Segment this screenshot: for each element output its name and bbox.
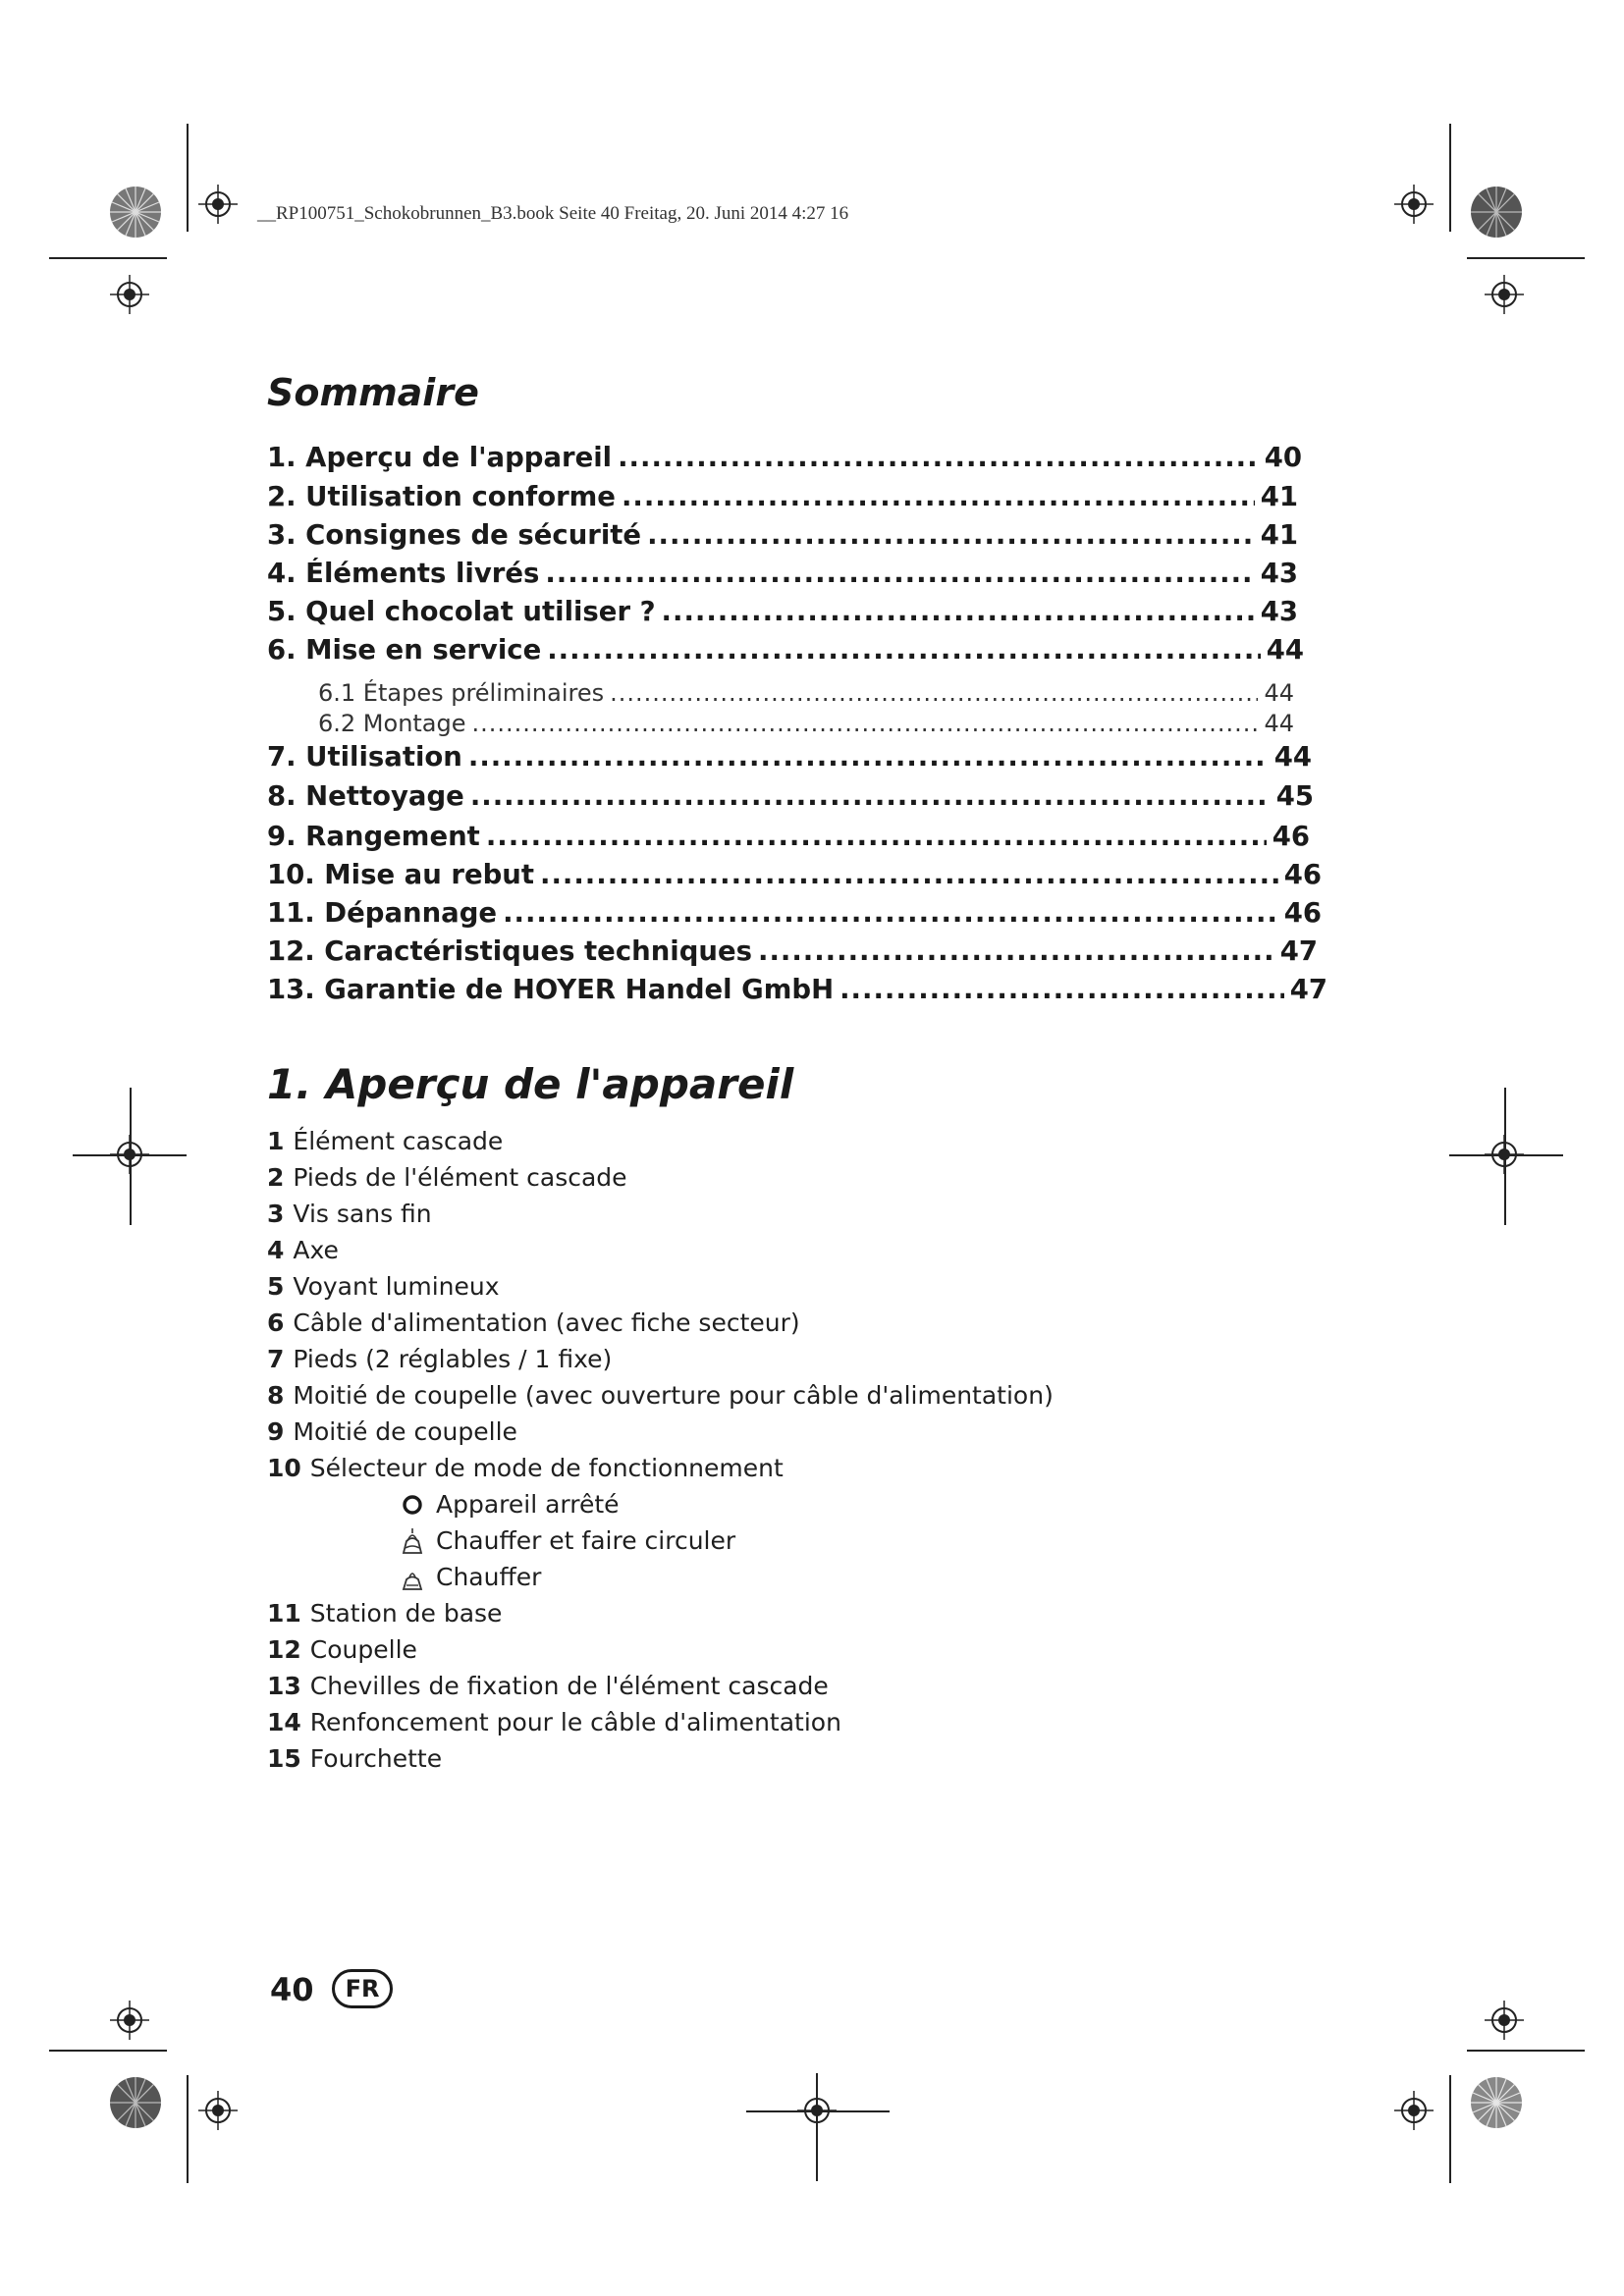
toc-leader	[839, 974, 1284, 1005]
toc-leader	[647, 519, 1255, 551]
mode-item	[395, 1526, 735, 1555]
toc-entry-label: 11. Dépannage	[267, 897, 498, 929]
toc-leader	[468, 741, 1269, 773]
toc-subentry[interactable]	[318, 710, 1294, 739]
toc-leader	[503, 897, 1278, 929]
toc-subentry[interactable]	[318, 679, 1294, 709]
page-number: 40	[270, 1971, 314, 2008]
toc-leader	[622, 481, 1255, 512]
list-item	[267, 1163, 627, 1192]
toc-entry-page: 47	[1279, 935, 1318, 967]
list-item	[267, 1672, 829, 1700]
heat-icon	[395, 1564, 430, 1591]
toc-leader	[470, 780, 1271, 812]
off-circle-icon	[395, 1494, 430, 1516]
toc-entry-label: 2. Utilisation conforme	[267, 481, 616, 512]
toc-entry[interactable]	[267, 481, 1298, 516]
part-label: Élément cascade	[293, 1127, 504, 1155]
toc-entry-label: 6.2 Montage	[318, 710, 466, 737]
toc-entry[interactable]	[267, 859, 1322, 894]
toc-entry-label: 6. Mise en service	[267, 634, 542, 666]
toc-entry-page: 41	[1260, 519, 1298, 551]
part-label: Sélecteur de mode de fonctionnement	[309, 1454, 784, 1482]
toc-entry-page: 44	[1264, 710, 1294, 737]
list-item	[267, 1708, 841, 1736]
toc-entry-label: 1. Aperçu de l'appareil	[267, 442, 613, 473]
part-label: Axe	[293, 1236, 339, 1264]
toc-entry-label: 13. Garantie de HOYER Handel GmbH	[267, 974, 835, 1005]
part-number: 11	[267, 1599, 301, 1628]
part-number: 10	[267, 1454, 301, 1482]
toc-title: Sommaire	[267, 371, 479, 414]
list-item	[267, 1308, 800, 1337]
part-label: Chevilles de fixation de l'élément cascade	[309, 1672, 829, 1700]
part-number: 8	[267, 1381, 285, 1410]
rosette-icon	[1469, 185, 1524, 240]
toc-leader	[662, 596, 1255, 627]
toc-entry[interactable]	[267, 558, 1298, 593]
list-item	[267, 1599, 502, 1628]
toc-entry[interactable]	[267, 442, 1302, 477]
registration-mark-icon	[1394, 185, 1434, 224]
list-item	[267, 1454, 784, 1482]
list-item	[267, 1272, 500, 1301]
toc-entry-label: 10. Mise au rebut	[267, 859, 535, 890]
heat-and-circulate-icon	[395, 1527, 430, 1555]
toc-entry-page: 46	[1283, 897, 1322, 929]
toc-leader	[610, 679, 1258, 707]
toc-leader	[547, 634, 1260, 666]
registration-mark-icon	[1485, 275, 1524, 314]
registration-mark-icon	[1394, 2091, 1434, 2130]
toc-entry-label: 7. Utilisation	[267, 741, 462, 773]
toc-entry[interactable]	[267, 741, 1312, 776]
part-number: 4	[267, 1236, 285, 1264]
registration-mark-icon	[110, 2001, 149, 2040]
toc-entry-label: 8. Nettoyage	[267, 780, 464, 812]
rosette-icon	[108, 185, 163, 240]
toc-entry-page: 46	[1272, 821, 1310, 852]
toc-entry[interactable]	[267, 519, 1298, 555]
list-item	[267, 1417, 517, 1446]
part-label: Câble d'alimentation (avec fiche secteur)	[293, 1308, 800, 1337]
toc-entry-label: 12. Caractéristiques techniques	[267, 935, 752, 967]
part-label: Station de base	[309, 1599, 503, 1628]
toc-entry-page: 45	[1275, 780, 1314, 812]
part-label: Fourchette	[309, 1744, 443, 1773]
registration-mark-icon	[1485, 2001, 1524, 2040]
part-number: 9	[267, 1417, 285, 1446]
toc-leader	[758, 935, 1274, 967]
part-label: Pieds (2 réglables / 1 fixe)	[293, 1345, 613, 1373]
part-label: Pieds de l'élément cascade	[293, 1163, 627, 1192]
mode-label: Appareil arrêté	[436, 1490, 620, 1519]
section-title: 1. Aperçu de l'appareil	[267, 1060, 794, 1108]
part-number: 3	[267, 1200, 285, 1228]
part-number: 5	[267, 1272, 285, 1301]
toc-entry-page: 40	[1264, 442, 1302, 473]
toc-entry-page: 41	[1260, 481, 1298, 512]
part-number: 14	[267, 1708, 301, 1736]
toc-entry-label: 4. Éléments livrés	[267, 558, 540, 589]
list-item	[267, 1345, 612, 1373]
list-item	[267, 1127, 503, 1155]
toc-entry[interactable]	[267, 935, 1318, 971]
toc-entry-page: 44	[1264, 679, 1294, 707]
toc-entry-page: 47	[1289, 974, 1327, 1005]
part-number: 12	[267, 1635, 301, 1664]
list-item	[267, 1236, 339, 1264]
part-number: 15	[267, 1744, 301, 1773]
toc-entry[interactable]	[267, 974, 1327, 1009]
toc-entry[interactable]	[267, 897, 1322, 933]
list-item	[267, 1381, 1054, 1410]
list-item	[267, 1200, 432, 1228]
mode-label: Chauffer et faire circuler	[436, 1526, 736, 1555]
mode-item	[395, 1563, 541, 1591]
registration-mark-icon	[110, 275, 149, 314]
registration-mark-icon	[198, 185, 238, 224]
toc-entry-page: 43	[1260, 558, 1298, 589]
part-number: 1	[267, 1127, 285, 1155]
toc-entry-label: 9. Rangement	[267, 821, 480, 852]
toc-leader	[545, 558, 1254, 589]
part-label: Moitié de coupelle (avec ouverture pour câble d'alimentation)	[293, 1381, 1054, 1410]
part-label: Renfoncement pour le câble d'alimentation	[309, 1708, 841, 1736]
toc-entry-label: 5. Quel chocolat utiliser ?	[267, 596, 656, 627]
list-item	[267, 1635, 417, 1664]
language-badge: FR	[332, 1969, 393, 2008]
part-label: Moitié de coupelle	[293, 1417, 517, 1446]
toc-entry[interactable]	[267, 596, 1298, 631]
part-number: 7	[267, 1345, 285, 1373]
toc-entry[interactable]	[267, 780, 1314, 816]
part-label: Coupelle	[309, 1635, 417, 1664]
toc-entry-page: 43	[1260, 596, 1298, 627]
part-label: Voyant lumineux	[293, 1272, 500, 1301]
toc-entry[interactable]	[267, 821, 1310, 856]
rosette-icon	[108, 2075, 163, 2130]
registration-mark-icon	[198, 2091, 238, 2130]
print-job-info: __RP100751_Schokobrunnen_B3.book Seite 40 Freitag, 20. Juni 2014 4:27 16	[257, 203, 849, 224]
mode-item	[395, 1490, 620, 1519]
toc-entry-page: 46	[1283, 859, 1322, 890]
part-number: 6	[267, 1308, 285, 1337]
mode-label: Chauffer	[436, 1563, 542, 1591]
toc-leader	[618, 442, 1259, 473]
toc-entry-label: 6.1 Étapes préliminaires	[318, 679, 605, 707]
part-number: 13	[267, 1672, 301, 1700]
rosette-icon	[1469, 2075, 1524, 2130]
part-number: 2	[267, 1163, 285, 1192]
list-item	[267, 1744, 442, 1773]
toc-leader	[472, 710, 1259, 737]
toc-entry-page: 44	[1266, 634, 1304, 666]
toc-leader	[486, 821, 1267, 852]
part-label: Vis sans fin	[293, 1200, 432, 1228]
toc-leader	[540, 859, 1278, 890]
toc-entry[interactable]	[267, 634, 1304, 669]
toc-entry-page: 44	[1273, 741, 1312, 773]
toc-entry-label: 3. Consignes de sécurité	[267, 519, 642, 551]
